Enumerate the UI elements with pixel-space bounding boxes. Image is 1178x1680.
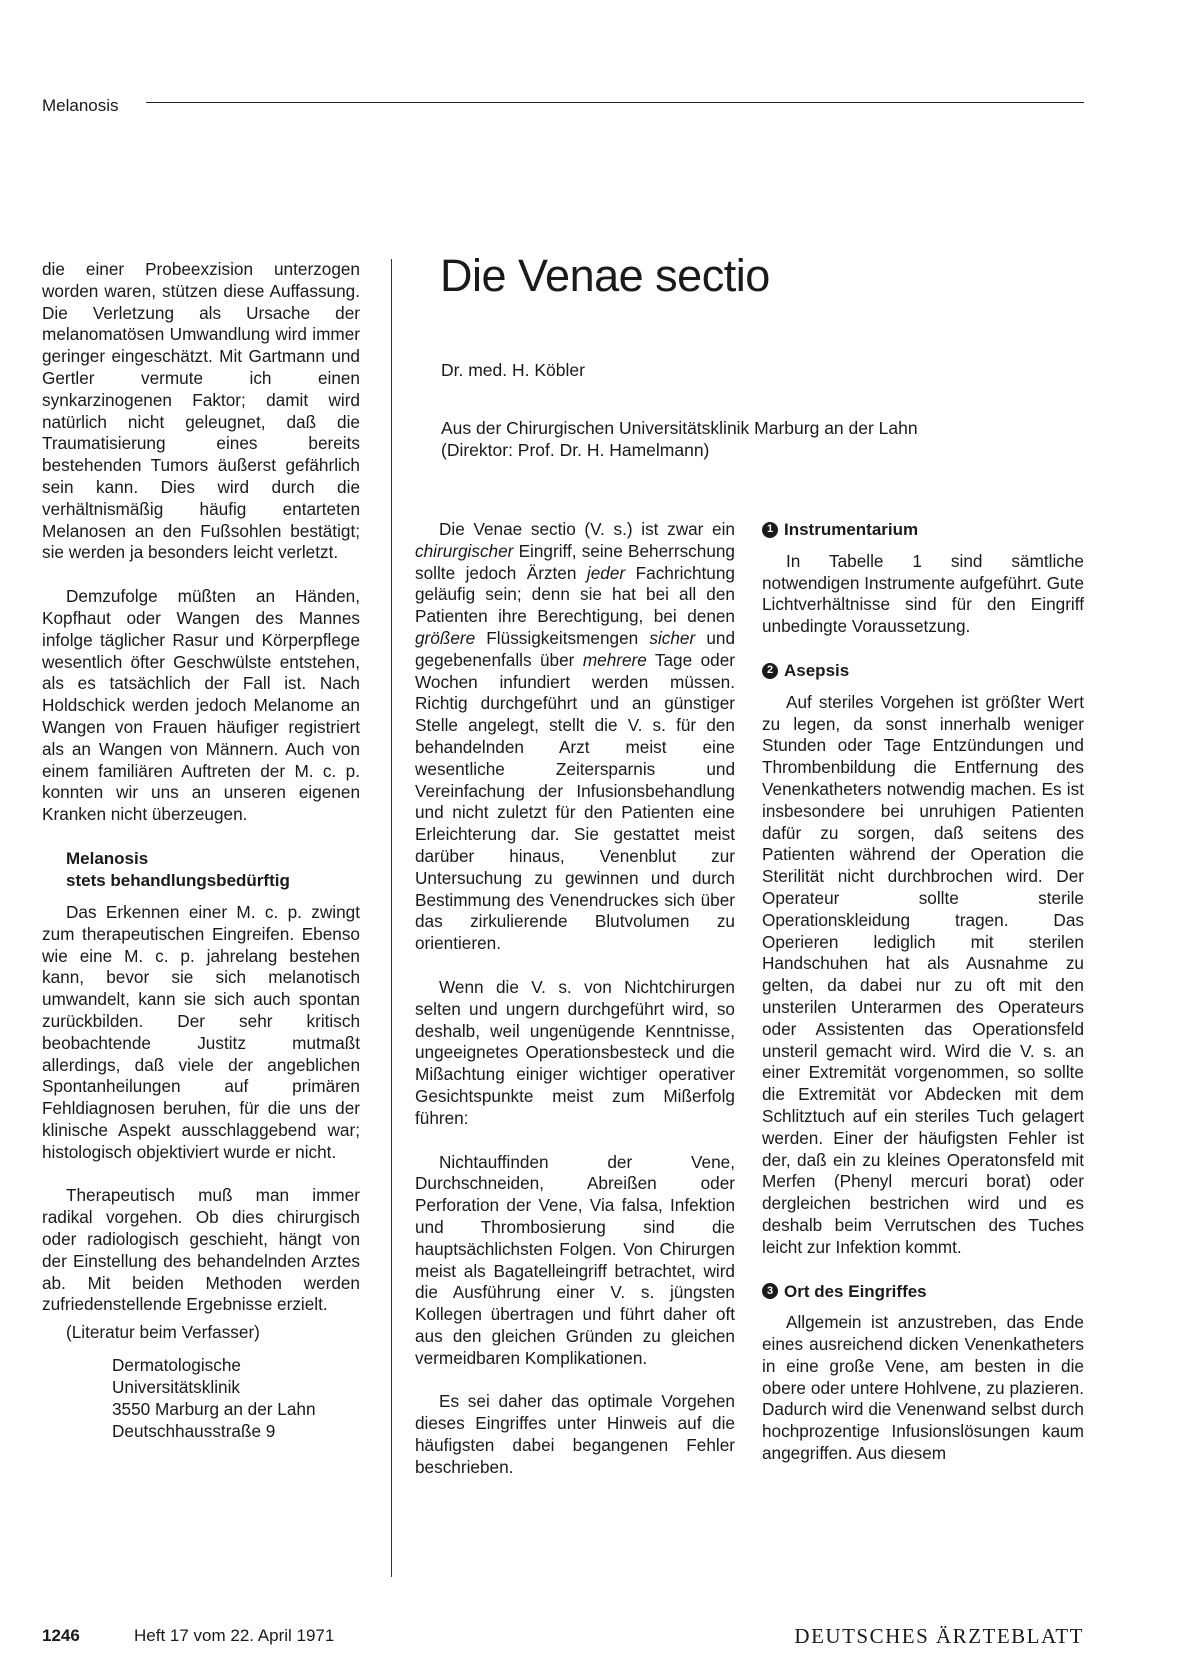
text-run: Flüssigkeitsmengen (475, 627, 650, 648)
address-line: Dermatologische (112, 1355, 241, 1376)
text-run: Tage oder Wochen infundiert werden müssen. Richtig durchgeführt und an günstiger Stelle angelegt, stellt die V. s. für den behandelnden Arzt meist eine wesentliche Zeitersparnis und Vereinfachung der Infusionsbehandlung und nicht zuletzt für den Patienten eine Erleichterung dar. Sie gestattet meist darüber hinaus, Venenblut zur Untersuchung zu gewinnen und durch Bestimmung des Venendruckes sich über das zirkulierende Blutvolumen zu orientieren. (415, 649, 735, 954)
page-number: 1246 (42, 1626, 80, 1645)
text-run: Fachrichtung geläufig sein; denn sie hat bei all den Patienten ihre Berechtigung, bei denen (415, 562, 735, 627)
text-run: Die Venae sectio (V. s.) ist zwar ein (439, 519, 735, 539)
section-title: Asepsis (784, 660, 850, 680)
emphasis: jeder (586, 562, 626, 583)
number-badge-icon: 3 (762, 1283, 778, 1299)
address-line: 3550 Marburg an der Lahn (112, 1399, 316, 1420)
emphasis: sicher (649, 627, 696, 648)
article-author: Dr. med. H. Köbler (441, 360, 585, 380)
article-title: Die Venae sectio (440, 250, 770, 301)
journal-name: DEUTSCHES ÄRZTEBLATT (794, 1624, 1084, 1648)
paragraph: Es sei daher das optimale Vorgehen dieses Eingriffes unter Hinweis auf die häufigsten dabei begangenen Fehler beschrieben. (415, 1391, 735, 1477)
paragraph: die einer Probeexzision unterzogen worden waren, stützen diese Auffassung. Die Verletzung als Ursache der melanomatösen Umwandlung wird immer geringer eingeschätzt. Mit Gartmann und Gertler vermute ich einen synkarzinogenen Faktor; damit wird natürlich nicht geleugnet, daß die Traumatisierung eines bereits bestehenden Tumors äußerst gefährlich sein kann. Dies wird durch die verhältnismäßig häufig entarteten Melanosen an den Fußsohlen bestätigt; sie werden ja besonders leicht verletzt. (42, 259, 360, 563)
section-heading-instrumentarium (762, 519, 1084, 541)
paragraph: Allgemein ist anzustreben, das Ende eines ausreichend dicken Venenkatheters in eine große Vene, am besten in die obere oder untere Hohlvene, zu plazieren. Dadurch wird die Venenwand selbst durch hochprozentige Infusionslösungen kaum angegriffen. Aus diesem (762, 1312, 1084, 1464)
author-address (112, 1354, 360, 1442)
section-title: Instrumentarium (784, 520, 919, 539)
issue-info: Heft 17 vom 22. April 1971 (134, 1626, 335, 1645)
column-divider (391, 259, 392, 1577)
address-line: Deutschhausstraße 9 (112, 1421, 276, 1442)
affiliation-line: Aus der Chirurgischen Universitätsklinik Marburg an der Lahn (441, 418, 918, 438)
paragraph: Das Erkennen einer M. c. p. zwingt zum therapeutischen Eingreifen. Ebenso wie eine M. c. p. jahrelang bestehen kann, bevor sie sich melanotisch umwandelt, kann sie sich auch spontan zurückbilden. Der sehr kritisch beobachtende Justitz mutmaßt allerdings, daß viele der angeblichen Spontanheilungen auf primären Fehldiagnosen beruhen, für die uns der klinische Aspekt ausschlaggebend war; histologisch objektiviert wurde er nicht. (42, 901, 360, 1162)
section-title: Ort des Eingriffes (784, 1281, 927, 1301)
emphasis: größere (415, 627, 476, 648)
left-column (42, 259, 360, 1442)
paragraph: Demzufolge müßten an Händen, Kopfhaut oder Wangen des Mannes infolge täglicher Rasur und Körperpflege wesentlich öfter Geschwülste entstehen, als es tatsächlich der Fall ist. Nach Holdschick werden jedoch Melanome an Wangen von Frauen häufiger registriert als an Wangen von Männern. Auch von einem familiären Auftreten der M. c. p. konnten wir uns an unseren eigenen Kranken nicht überzeugen. (42, 586, 360, 825)
text-run: Eingriff, seine Beherrschung sollte jedoch Ärzten (415, 540, 735, 583)
header-rule (146, 102, 1084, 103)
number-badge-icon: 2 (762, 663, 778, 679)
section-header-label: Melanosis (42, 96, 119, 115)
middle-column (415, 519, 735, 1479)
emphasis: mehrere (582, 649, 647, 670)
paragraph: Wenn die V. s. von Nichtchirurgen selten und ungern durchgeführt wird, so deshalb, weil ungenügende Kenntnisse, ungeeignetes Operationsbesteck und die Mißachtung einiger wichtiger operativer Gesichtspunkte meist zum Mißerfolg führen: (415, 976, 735, 1128)
emphasis: chirurgischer (415, 540, 514, 561)
literature-note: (Literatur beim Verfasser) (66, 1322, 260, 1343)
paragraph (415, 519, 735, 955)
address-line: Universitätsklinik (112, 1377, 240, 1398)
right-column (762, 519, 1084, 1465)
paragraph: Nichtauffinden der Vene, Durchschneiden, Abreißen oder Perforation der Vene, Via falsa, Infektion und Thrombosierung sind die hauptsächlichsten Folgen. Von Chirurgen meist als Bagatelleingriff betrachtet, wird die Ausführung einer V. s. jüngsten Kollegen übertragen und führt daher oft aus den gleichen Gründen zu gleichen vermeidbaren Komplikationen. (415, 1151, 735, 1368)
subheading-line: Melanosis (66, 848, 149, 868)
subheading (66, 848, 360, 892)
text-run: und gegebenenfalls über (415, 627, 736, 670)
section-heading-asepsis (762, 660, 1084, 682)
subheading-line: stets behandlungsbedürftig (66, 870, 290, 890)
article-affiliation (441, 417, 918, 461)
paragraph: Therapeutisch muß man immer radikal vorgehen. Ob dies chirurgisch oder radiologisch geschieht, hängt von der Einstellung des behandelnden Arztes ab. Mit beiden Methoden werden zufriedenstellende Ergebnisse erzielt. (42, 1185, 360, 1315)
paragraph: In Tabelle 1 sind sämtliche notwendigen Instrumente aufgeführt. Gute Lichtverhältnisse sind für den Eingriff unbedingte Voraussetzung. (762, 550, 1084, 637)
affiliation-line: (Direktor: Prof. Dr. H. Hamelmann) (441, 440, 710, 460)
number-badge-icon: 1 (762, 522, 778, 538)
section-heading-ort-des-eingriffes (762, 1281, 1084, 1303)
paragraph: Auf steriles Vorgehen ist größter Wert zu legen, da sonst innerhalb weniger Stunden oder Tage Entzündungen und Thrombenbildung die Entfernung des Venenkatheters notwendig machen. Es ist insbesondere bei unruhigen Patienten dafür zu sorgen, daß seitens des Patienten während der Operation die Sterilität nicht durchbrochen wird. Der Operateur sollte sterile Operationskleidung tragen. Das Operieren lediglich mit sterilen Handschuhen hat als Ausnahme zu gelten, da dabei nur zu oft mit den unsterilen Unterarmen des Operateurs oder Assistenten das Operationsfeld unsteril gemacht wird. Wird die V. s. an einer Extremität vorgenommen, so sollte die Extremität vor Abdecken mit dem Schlitztuch auf ein steriles Tuch gelagert werden. Einer der häufigsten Fehler ist der, daß ein zu kleines Operatonsfeld mit Merfen (Phenyl mercuri borat) oder dergleichen bestrichen wird und es deshalb beim Verrutschen des Tuches leicht zur Infektion kommt. (762, 691, 1084, 1257)
